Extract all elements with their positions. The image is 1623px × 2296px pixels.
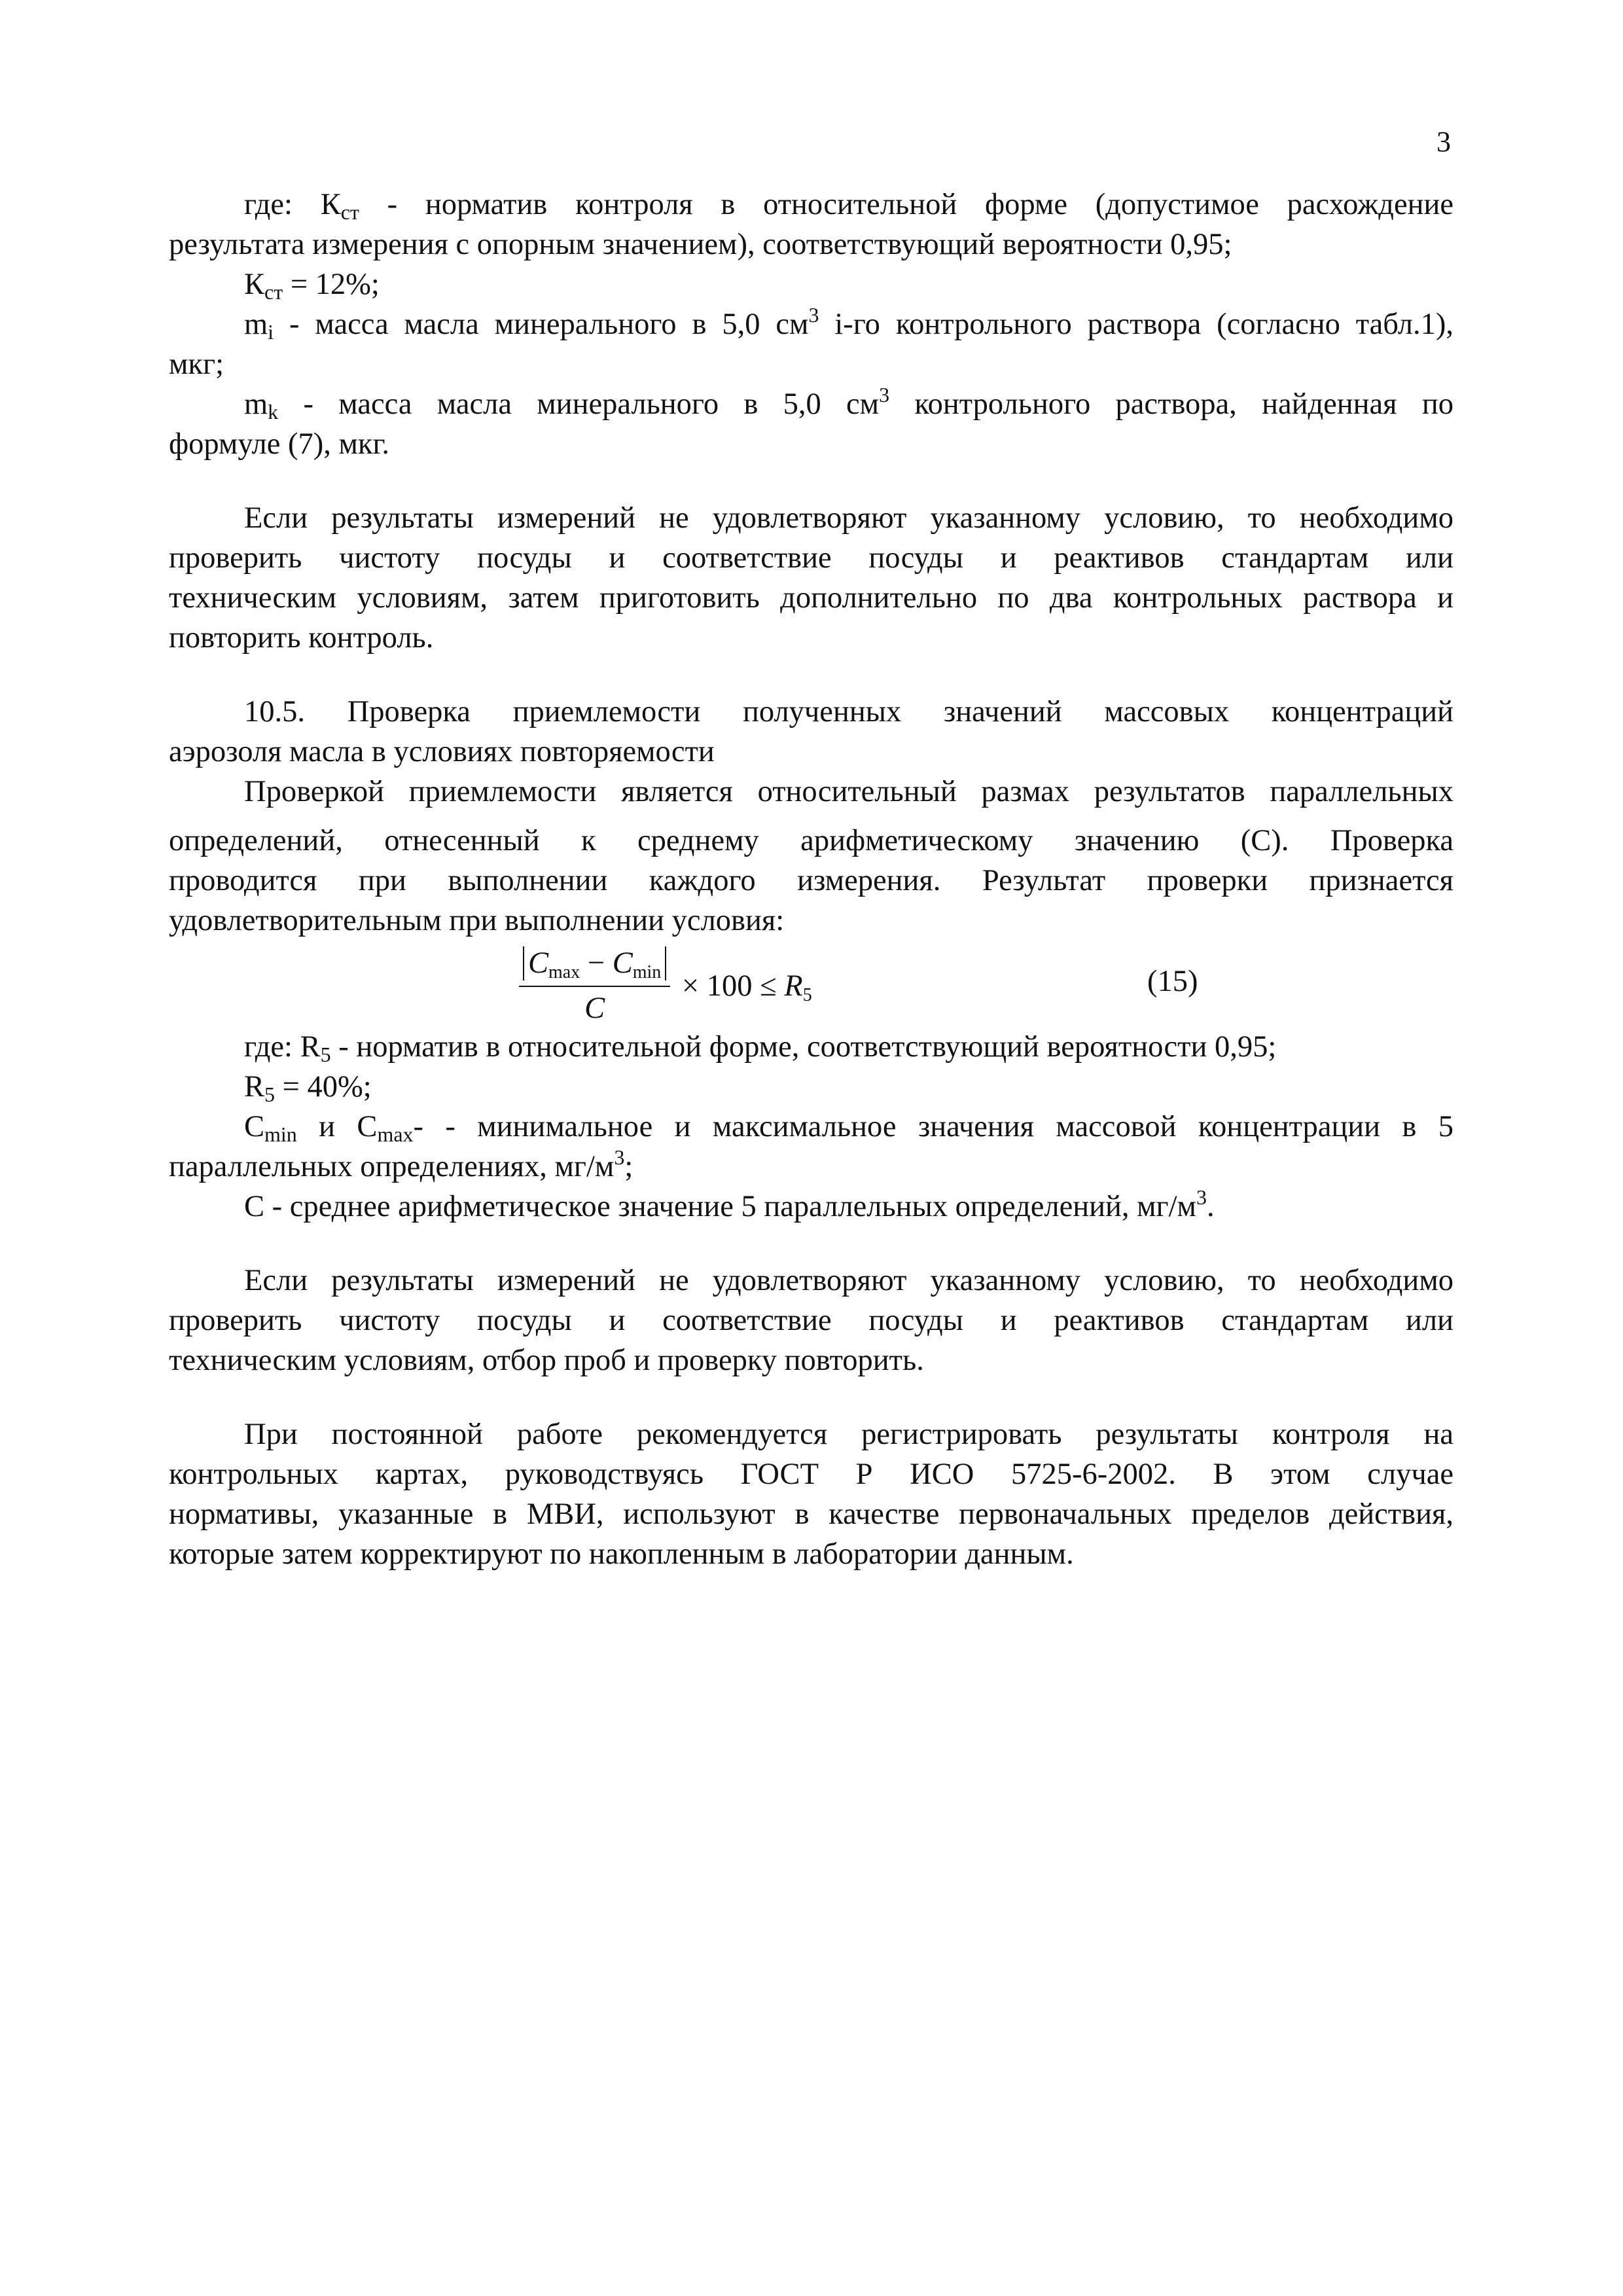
text-fragment: = 40%;	[275, 1070, 372, 1103]
kst-value	[169, 264, 1454, 304]
text-fragment: - - минимальное и максимальное значения массовой концентрации в 5	[413, 1110, 1454, 1143]
text-fragment: и C	[296, 1110, 378, 1143]
text-line: техническим условиям, затем приготовить дополнительно по два контрольных раствора и	[169, 581, 1454, 615]
paragraph-gap	[169, 658, 1454, 692]
text-fragment: C	[244, 1110, 265, 1143]
text-line: определений, отнесенный к среднему арифметическому значению (С). Проверка	[169, 824, 1454, 857]
text-line: Проверкой приемлемости является относительный размах результатов параллельных	[244, 775, 1454, 808]
text-line: аэрозоля масла в условиях повторяемости	[169, 735, 715, 768]
equation-number: (15)	[1147, 965, 1198, 998]
text-line: проводится при выполнении каждого измерения. Результат проверки признается	[169, 864, 1454, 897]
document-body	[169, 185, 1454, 1574]
formula-symbol: C	[528, 946, 549, 980]
text-line	[169, 304, 1454, 344]
text-line	[169, 1147, 1454, 1187]
formula-denominator: C	[584, 992, 605, 1025]
formula-fraction	[519, 943, 670, 1028]
subscript: ст	[340, 200, 359, 224]
cmin-cmax-definition	[169, 1107, 1454, 1187]
formula-operator: −	[580, 946, 613, 980]
formula-abs-value	[523, 946, 666, 980]
kst-definition	[169, 185, 1454, 264]
r5-definition	[169, 1027, 1454, 1067]
formula-15	[169, 943, 1454, 1025]
text-fragment: где: R	[244, 1030, 321, 1064]
text-line: формуле (7), мкг.	[169, 427, 389, 461]
text-fragment: - масса масла минерального в 5,0 см	[274, 308, 809, 341]
paragraph-control-fail	[169, 498, 1454, 658]
text-line: которые затем корректируют по накопленным в лаборатории данным.	[169, 1537, 1074, 1571]
section-10-5-heading	[169, 692, 1454, 772]
text-fragment: m	[244, 387, 268, 421]
text-fragment: m	[244, 308, 268, 341]
text-line: нормативы, указанные в МВИ, используют в качестве первоначальных пределов действия,	[169, 1498, 1454, 1531]
text-fragment: С - среднее арифметическое значение 5 параллельных определений, мг/м	[244, 1190, 1196, 1223]
paragraph-repeat-fail	[169, 1261, 1454, 1380]
paragraph-control-charts	[169, 1414, 1454, 1574]
section-10-5-text	[169, 772, 1454, 941]
formula-expression	[519, 943, 812, 1028]
formula-symbol: C	[612, 946, 633, 980]
text-fragment: R	[244, 1070, 265, 1103]
page-number: 3	[1436, 126, 1451, 158]
text-fragment: К	[244, 268, 265, 301]
subscript: ст	[264, 280, 283, 304]
text-fragment: параллельных определениях, мг/м	[169, 1150, 615, 1183]
text-line: повторить контроль.	[169, 621, 434, 655]
text-fragment: где: К	[244, 188, 341, 221]
text-line: удовлетворительным при выполнении условия:	[169, 904, 785, 937]
superscript: 3	[879, 383, 890, 406]
text-fragment: .	[1206, 1190, 1215, 1223]
subscript: 5	[264, 1083, 276, 1106]
superscript: 3	[808, 303, 819, 327]
text-line: мкг;	[169, 348, 224, 381]
paragraph-gap	[169, 1227, 1454, 1261]
subscript: i	[268, 320, 274, 344]
mk-definition	[169, 384, 1454, 464]
paragraph-gap	[169, 464, 1454, 498]
text-line	[169, 1107, 1454, 1147]
subscript: k	[268, 400, 279, 423]
formula-symbol: R	[784, 969, 803, 1003]
text-line: проверить чистоту посуды и соответствие посуды и реактивов стандартам или	[169, 541, 1454, 575]
subscript: min	[632, 962, 662, 982]
subscript: max	[548, 962, 580, 982]
text-fragment: - норматив контроля в относительной форме (допустимое расхождение	[359, 188, 1454, 221]
subscript: 5	[320, 1043, 331, 1066]
subscript: min	[264, 1122, 297, 1146]
r5-value	[169, 1067, 1454, 1107]
text-fragment: i-го контрольного раствора (согласно табл.1),	[819, 308, 1454, 341]
text-line: контрольных картах, руководствуясь ГОСТ Р ИСО 5725-6-2002. В этом случае	[169, 1458, 1454, 1491]
formula-operator: × 100 ≤	[681, 969, 785, 1003]
paragraph-gap	[169, 1380, 1454, 1414]
superscript: 3	[614, 1145, 625, 1169]
text-fragment: = 12%;	[283, 268, 380, 301]
text-line: Если результаты измерений не удовлетворяют указанному условию, то необходимо	[244, 1264, 1454, 1297]
text-line	[169, 384, 1454, 424]
text-line: Если результаты измерений не удовлетворяют указанному условию, то необходимо	[244, 501, 1454, 535]
text-fragment: ;	[624, 1150, 633, 1183]
subscript: max	[377, 1122, 414, 1146]
text-line	[169, 185, 1454, 224]
text-line: техническим условиям, отбор проб и проверку повторить.	[169, 1344, 924, 1377]
text-line: проверить чистоту посуды и соответствие посуды и реактивов стандартам или	[169, 1304, 1454, 1337]
subscript: 5	[802, 984, 812, 1005]
mi-definition	[169, 304, 1454, 384]
formula-tail	[682, 966, 812, 1006]
superscript: 3	[1196, 1185, 1207, 1209]
text-line: При постоянной работе рекомендуется регистрировать результаты контроля на	[244, 1418, 1454, 1451]
formula-numerator	[519, 943, 670, 987]
text-fragment: - норматив в относительной форме, соответствующий вероятности 0,95;	[330, 1030, 1277, 1064]
text-line: результата измерения с опорным значением), соответствующий вероятности 0,95;	[169, 228, 1232, 261]
c-definition	[169, 1187, 1454, 1227]
text-fragment: - масса масла минерального в 5,0 см	[278, 387, 880, 421]
text-fragment: контрольного раствора, найденная по	[889, 387, 1454, 421]
text-line: 10.5. Проверка приемлемости полученных значений массовых концентраций	[244, 695, 1454, 728]
